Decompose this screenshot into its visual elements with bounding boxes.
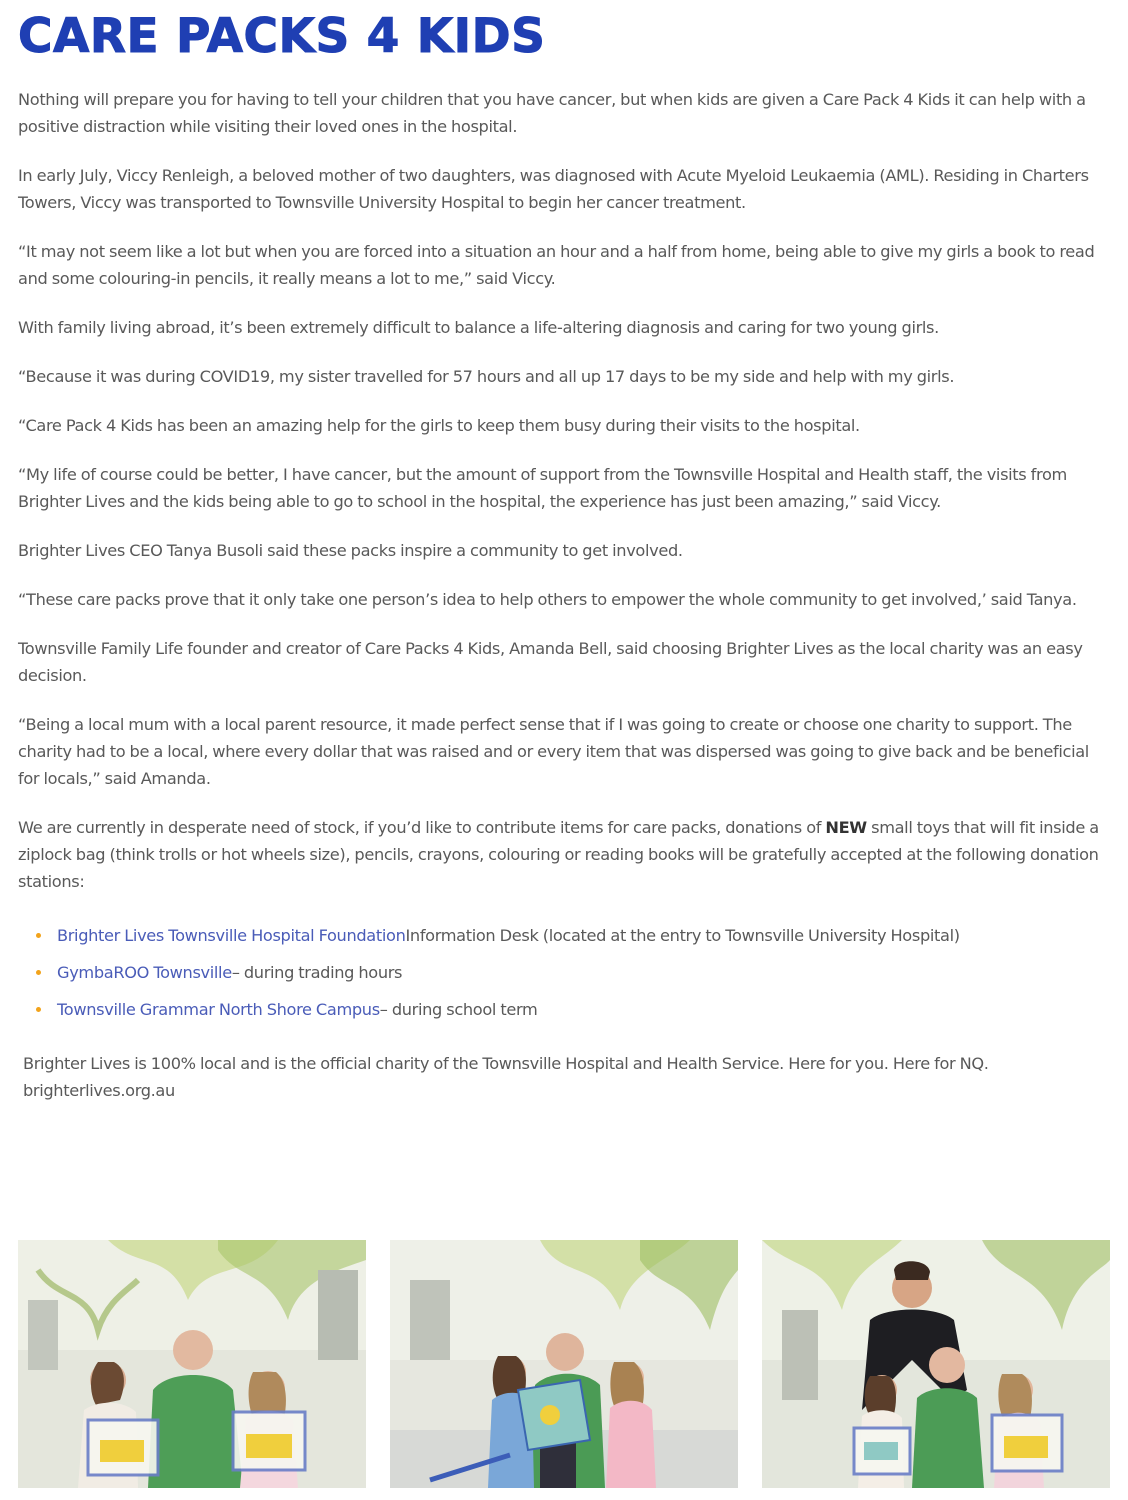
paragraph-quote-care-pack: “Care Pack 4 Kids has been an amazing help for the girls to keep them busy during their visits to the hospital. — [18, 416, 860, 435]
paragraph-family-abroad: With family living abroad, it’s been extremely difficult to balance a life-altering diagnosis and caring for two young girls. — [18, 318, 939, 337]
paragraph-donation-intro — [18, 814, 1110, 895]
station-detail: – during trading hours — [231, 963, 403, 982]
page-title: CARE PACKS 4 KIDS — [18, 9, 546, 64]
paragraph-quote-viccy-1: “It may not seem like a lot but when you are forced into a situation an hour and a half from home, being able to give my girls a book to read and some colouring-in pencils, it really means a lot to me,” said Viccy. — [18, 242, 1095, 288]
paragraph-ceo: Brighter Lives CEO Tanya Busoli said these packs inspire a community to get involved. — [18, 541, 683, 560]
gallery-photo-3[interactable] — [762, 1240, 1110, 1488]
paragraph-quote-tanya: “These care packs prove that it only take one person’s idea to help others to empower the whole community to get involved,’ said Tanya. — [18, 590, 1077, 609]
photo-gallery — [18, 1240, 1110, 1488]
bullet-dot-icon — [36, 970, 41, 975]
article-body — [18, 86, 1110, 1104]
list-item — [36, 917, 1110, 954]
photo-hospital-family-2-icon — [390, 1240, 738, 1488]
paragraph-diagnosis: In early July, Viccy Renleigh, a beloved mother of two daughters, was diagnosed with Acute Myeloid Leukaemia (AML). Residing in Charters Towers, Viccy was transported to Townsville University Hospital to begin her cancer treatment. — [18, 166, 1089, 212]
paragraph-quote-amanda: “Being a local mum with a local parent resource, it made perfect sense that if I was going to create or choose one charity to support. The charity had to be a local, where every dollar that was raised and or every item that was dispersed was going to give back and be beneficial for locals,” said Amanda. — [18, 715, 1089, 788]
station-link-gymbaroo[interactable]: GymbaROO Townsville — [57, 963, 232, 982]
paragraph-quote-viccy-2: “My life of course could be better, I have cancer, but the amount of support from the Townsville Hospital and Health staff, the visits from Brighter Lives and the kids being able to go to school in the hospital, the experience has just been amazing,” said Viccy. — [18, 465, 1067, 511]
donation-text-before: We are currently in desperate need of stock, if you’d like to contribute items for care packs, donations of — [18, 818, 826, 837]
paragraph-closing: Brighter Lives is 100% local and is the official charity of the Townsville Hospital and Health Service. Here for you. Here for NQ. brighterlives.org.au — [23, 1054, 989, 1100]
donation-emphasis-new: NEW — [825, 818, 867, 837]
article-page — [18, 0, 1110, 1126]
bullet-dot-icon — [36, 933, 41, 938]
paragraph-founder: Townsville Family Life founder and creator of Care Packs 4 Kids, Amanda Bell, said choosing Brighter Lives as the local charity was an easy decision. — [18, 639, 1083, 685]
list-item — [36, 991, 1110, 1028]
bullet-dot-icon — [36, 1007, 41, 1012]
station-detail: – during school term — [379, 1000, 538, 1019]
station-link-townsville-grammar[interactable]: Townsville Grammar North Shore Campus — [57, 1000, 380, 1019]
station-detail: Information Desk (located at the entry to Townsville University Hospital) — [405, 926, 960, 945]
station-link-brighter-lives[interactable]: Brighter Lives Townsville Hospital Foundation — [57, 926, 406, 945]
list-item — [36, 954, 1110, 991]
gallery-photo-2[interactable] — [390, 1240, 738, 1488]
paragraph-intro: Nothing will prepare you for having to tell your children that you have cancer, but when kids are given a Care Pack 4 Kids it can help with a positive distraction while visiting their loved ones in the hospital. — [18, 90, 1086, 136]
donation-text-after: small toys that will fit inside a ziplock bag (think trolls or hot wheels size), pencils, crayons, colouring or reading books will be gratefully accepted at the following donation stations: — [18, 818, 1099, 891]
gallery-photo-1[interactable] — [18, 1240, 366, 1488]
photo-hospital-family-1-icon — [18, 1240, 366, 1488]
photo-hospital-family-3-icon — [762, 1240, 1110, 1488]
paragraph-quote-sister: “Because it was during COVID19, my sister travelled for 57 hours and all up 17 days to be my side and help with my girls. — [18, 367, 955, 386]
donation-stations-list — [18, 917, 1110, 1028]
